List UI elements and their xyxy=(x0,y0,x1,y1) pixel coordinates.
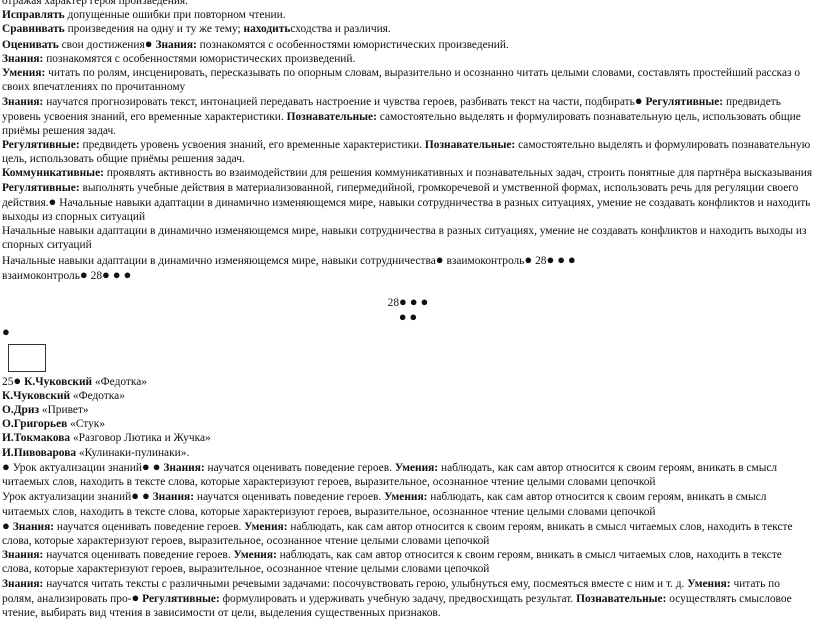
bullet-icon: ● xyxy=(123,266,132,282)
bullet-icon: ● xyxy=(112,266,121,282)
text-line: И.Пивоварова «Кулинаки-пулинаки». xyxy=(2,446,190,459)
text-line: И.Токмакова «Разговор Лютика и Жучка» xyxy=(2,432,211,445)
bullet-icon: ● xyxy=(13,372,22,388)
text-line: О.Григорьев «Стук» xyxy=(2,418,106,431)
bullet-icon: ● xyxy=(144,35,153,51)
bullet-icon: ● xyxy=(420,294,429,310)
bullet-icon: ● xyxy=(141,488,150,504)
bullet-icon: ● xyxy=(131,589,140,605)
text-line: 25● К.Чуковский «Федотка» xyxy=(2,372,148,388)
bullet-icon: ● xyxy=(141,458,150,474)
bullet-icon: ● xyxy=(567,251,576,267)
text-line: Сравнивать произведения на одну и ту же тему; находитьсходства и различия. xyxy=(2,23,391,36)
text-paragraph: Регулятивные: выполнять учебные действия в материализованной, гипермедийной, громкоречевой и умственной формах, использовать речь для регуляции своего действия.● Начальные навыки адаптации в динамично изменяющемся мире, навыки сотрудничества в разных ситуациях, умение не создавать конфликтов и находить выходы из спорных ситуаций xyxy=(2,181,811,224)
text-paragraph: Регулятивные: предвидеть уровень усвоения знаний, его временные характеристики. Познавательные: самостоятельно выделять и формулировать познавательную цель, использовать общие приёмы решения задач. xyxy=(2,139,811,166)
text-paragraph: Знания: научатся оценивать поведение героев. Умения: наблюдать, как сам автор относится к своим героям, вникать в смысл читаемых слов, находить в тексте слова, которые характеризуют героев, выразительное, осознанное чтение целыми словами цепочкой xyxy=(2,549,782,576)
text-paragraph: ● Знания: научатся оценивать поведение героев. Умения: наблюдать, как сам автор относится к своим героям, вникать в смысл читаемых слов, находить в тексте слова, которые характеризуют героев, выразительное, осознанное чтение целыми словами цепочкой xyxy=(2,517,793,547)
text-paragraph: Умения: читать по ролям, инсценировать, пересказывать по опорным словам, выразительно и осознанно читать целыми словами, составлять простейший рассказ о своих впечатлениях по прочитанному xyxy=(2,67,801,94)
text-paragraph: Коммуникативные: проявлять активность во взаимодействии для решения коммуникативных и познавательных задач, строить понятные для партнёра высказывания xyxy=(2,167,813,180)
text-line: Знания: познакомятся с особенностями юмористических произведений. xyxy=(2,52,356,65)
bullet-icon: ● xyxy=(79,266,88,282)
text-line: О.Дриз «Привет» xyxy=(2,404,89,417)
bullet-icon: ● xyxy=(2,458,10,474)
text-line: отражая характер героя произведения. xyxy=(2,0,189,7)
bullet-icon: ● xyxy=(557,251,566,267)
text-paragraph: Знания: научатся читать тексты с различными речевыми задачами: посочувствовать герою, улыбнуться ему, посмеяться вместе с ним и т. д. Умения: читать по ролям, анализировать про-● Регулятивные: формулировать и удерживать учебную задачу, предвосхищать результат. Познавательные: осуществлять смысловое чтение, выбирать вид чтения в зависимости от цели, выделения существенных признаков. xyxy=(2,577,792,619)
text-line xyxy=(2,325,814,340)
bullet-icon: ● xyxy=(152,458,161,474)
empty-frame xyxy=(8,344,46,372)
text-paragraph: ● Урок актуализации знаний● ● Знания: научатся оценивать поведение героев. Умения: наблюдать, как сам автор относится к своим героям, вникать в смысл читаемых слов, находить в тексте слова, которые характеризуют героев, выразительное, осознанное чтение целыми словами цепочкой xyxy=(2,458,778,489)
text-line: Исправлять допущенные ошибки при повторном чтении. xyxy=(2,9,286,22)
bullet-icon: ● xyxy=(2,517,10,533)
bullet-icon: ● xyxy=(435,251,444,267)
text-line: К.Чуковский «Федотка» xyxy=(2,389,125,402)
text-line: Оценивать свои достижения● Знания: познакомятся с особенностями юмористических произведений. xyxy=(2,35,509,51)
document-body xyxy=(2,0,814,620)
text-line: взаимоконтроль● 28● ● ● xyxy=(2,266,132,282)
bullet-icon: ● xyxy=(546,251,555,267)
text-line: Начальные навыки адаптации в динамично изменяющемся мире, навыки сотрудничества● взаимоконтроль● 28● ● ● xyxy=(2,251,576,267)
text-line: 28● ● ● xyxy=(387,294,429,310)
text-paragraph: Урок актуализации знаний● ● Знания: научатся оценивать поведение героев. Умения: наблюдать, как сам автор относится к своим героям, вникать в смысл читаемых слов, находить в тексте слова, которые характеризуют героев, выразительное, осознанное чтение целыми словами цепочкой xyxy=(2,488,767,518)
bullet-icon: ● xyxy=(2,324,10,340)
bullet-icon: ● xyxy=(398,309,407,325)
bullet-icon: ● xyxy=(524,251,533,267)
bullet-icon: ● xyxy=(634,93,643,109)
bullet-icon: ● xyxy=(409,294,418,310)
text-line xyxy=(2,310,814,325)
text-paragraph: Знания: научатся прогнозировать текст, интонацией передавать настроение и чувства героев, разбивать текст на части, подбирать● Регулятивные: предвидеть уровень усвоения знаний, его временные характеристики. Познавательные: самостоятельно выделять и формулировать познавательную цель, использовать общие приёмы решения задач. xyxy=(2,93,801,137)
text-paragraph: Начальные навыки адаптации в динамично изменяющемся мире, навыки сотрудничества в разных ситуациях, умение не создавать конфликтов и находить выходы из спорных ситуаций xyxy=(2,225,807,252)
bullet-icon: ● xyxy=(131,488,140,504)
bullet-icon: ● xyxy=(399,294,407,310)
bullet-icon: ● xyxy=(48,193,57,209)
bullet-icon: ● xyxy=(409,309,418,325)
bullet-icon: ● xyxy=(102,266,110,282)
